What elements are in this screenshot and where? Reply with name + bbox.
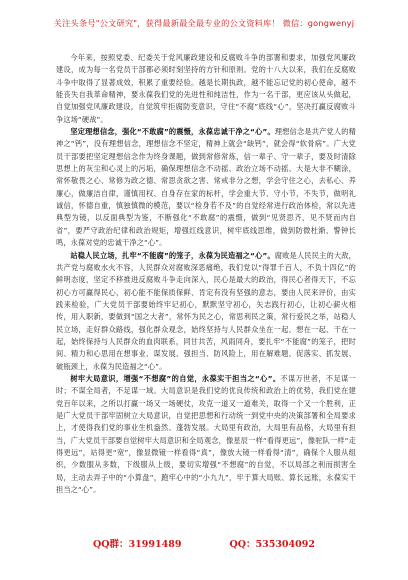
paragraph-text: 不谋万世者，不足谋一时；不谋全局者，不足谋一域。大局意识是我们党的优良传统和政治上的优势，我们党在建党百年以来，之所以打赢一场又一场硬仗，攻克一道又一道难关，取得一个又一个胜利，正是广大党员干部牢固树立大局意识，自觉把思想和行动统一到党中央的决策部署和全局要求上，才使得我们党的事业生机盎然、蓬勃发展。大局里有政治，大局里有品格，大局里有担当，广大党员干部要自觉树牢大局意识和全局观念，像星辰一样“看得更远”，像驼队一样“走得更远”，站得更“宽”，像显微镜一样看得“真”，像放大镜一样看得“清”，确保个人服从组织，少数服从多数，下级服从上级，要切实增强“不想腐”的自觉，不以局部之利而损害全局，主动去弄子中的“小算盘”，跑牢心中的“小九九”，牢于算大局账、算长远账，永葆实干担当之“心”。 — [56, 373, 356, 495]
paragraph-section-3 — [56, 373, 356, 496]
qq-number: QQ：535304092 — [229, 539, 315, 550]
paragraph-text: 今年来，按照党委、纪委关于党风廉政建设和反腐败斗争的部署和要求，加强党风廉政建设，成为每一名党员干部都必须时刻坚持的方针和原则。党的十八大以来，我们在反腐败斗争中取得了显著成效，积累了重要经验。越是长期执政，越不能忘记党的初心使命，越不能丧失自我革命精神，要永葆我们党的先进性和纯洁性，作为一名干部，更应该从头做起，自觉加强党风廉政建设，自觉筑牢拒腐防变意识，守住“不腐”底线“心”，坚决打赢反腐败斗争这场“硬战”。 — [56, 53, 356, 124]
watermark-header: 关注头条号"公文研究"，获得最新最全最专业的公文资料库！ 微信：gongwenyj — [53, 18, 355, 28]
qq-group-number: QQ群：31991489 — [93, 539, 182, 550]
paragraph-text: 腐败是人民民主的大敌，共产党与腐败水火不容，人民群众对腐败深恶痛绝，我们党以“得罪千百人，不负十四亿”的鲜明态度，坚定不移推进反腐败斗争走向深入，民心是最大的政治，得民心者得天下，不忘初心方可赢得民心，初心能不能保质保鲜、肯定有没有坚强的意志，要由人民来评价，由实践来检验，广大党员干部要始终牢记初心，默默坚守初心，矢志践行初心，让初心薪火相传，用入职新，要做到“国之大者”，常怀为民之心，常思利民之策，常行爱民之举，站稳人民立场，走好群众路线，强化群众观念，始终坚持与人民群众坐在一起、想在一起、干在一起，始终保持与人民群众的血肉联系，同甘共苦，风雨同舟，要扎牢“不能腐”的笼子，把时间、精力和心思用在想事业、谋发展、强担当、防风险上，用在解难题、促落实、抓发展、破瓶颈上，永葆为民造福之“心”。 — [56, 250, 356, 371]
paragraph-section-1 — [56, 126, 356, 249]
paragraph-text: 理想信念是共产党人的精神之“钙”，没有理想信念，理想信念不坚定，精神上就会“缺钙”，就会得“软骨病”。广大党员干部要把坚定理想信念作为终身课题，做到常修常炼，信一辈子、守一辈子，要及时清除思想上的灰尘和心灵上的污垢，确保理想信念不动摇、政治立场不动摇、大是大非不糊涂，常怀敬畏之心、常修为政之德、常思贪欲之害、常戒非分之想，学会守住之心，去私心、养廉心，做廉洁自律，谨慎用权、自身存在家的标杆，学会重大节、守小节，不失节，做明礼诚信，怀德自重，慎独慎微的模范，要以“检身若不及”的自觉经常进行政治体检，常以先进典型为镜，以反面典型为鉴，不断强化“不敢腐”的震慑，做到“见贤思齐，见不贤而内自省”，要严守政治纪律和政治规矩，增强红线意识，树牢底线思维，做到防微杜渐、警钟长鸣，永葆对党的忠诚干净之“心”。 — [56, 127, 356, 248]
paragraph-heading: 坚定理想信念，强化“不敢腐”的震慑，永葆忠诚干净之“心”。 — [70, 127, 275, 137]
paragraph-section-2 — [56, 250, 356, 373]
watermark-footer — [0, 536, 408, 550]
paragraph-intro — [56, 52, 356, 126]
paragraph-heading: 树牢大局意识，增强“不想腐”的自觉，永葆实干担当之“心”。 — [70, 373, 281, 383]
paragraph-heading: 站稳人民立场，扎牢“不能腐”的笼子，永葆为民造福之“心”。 — [70, 250, 275, 260]
document-body — [56, 52, 356, 496]
